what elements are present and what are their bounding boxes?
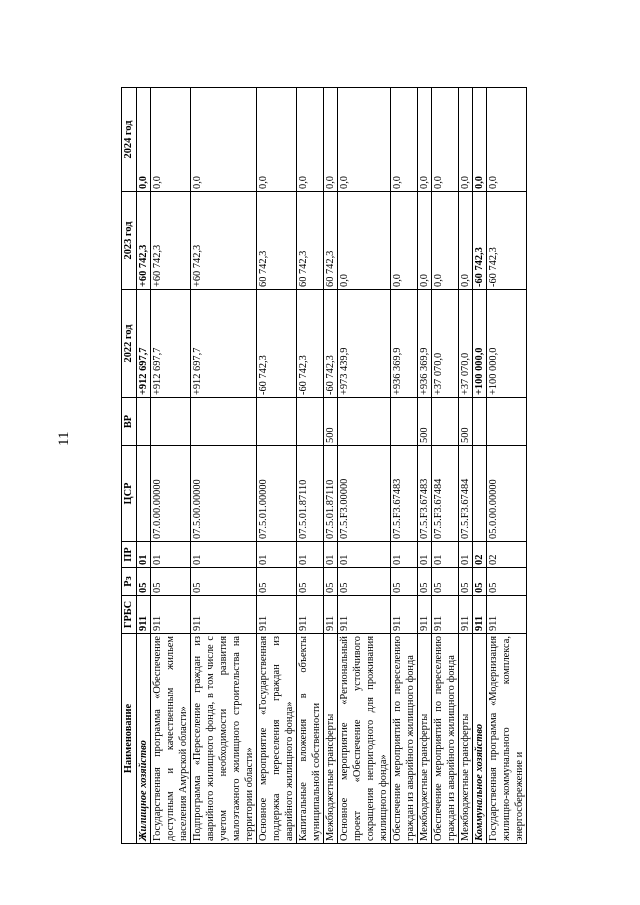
cell-pr: 01 — [137, 542, 151, 568]
cell-grbs: 911 — [459, 596, 473, 634]
cell-vr — [473, 398, 487, 446]
cell-vr — [191, 398, 257, 446]
cell-grbs: 911 — [432, 596, 459, 634]
cell-2022: +936 369,9 — [418, 290, 432, 398]
cell-rz: 05 — [473, 568, 487, 596]
cell-name: Межбюджетные трансферты — [418, 634, 432, 844]
cell-2024: 0,0 — [324, 88, 338, 192]
cell-2024: 0,0 — [391, 88, 418, 192]
cell-name: Коммунальное хозяйство — [473, 634, 487, 844]
header-vr: ВР — [122, 398, 137, 446]
cell-pr: 01 — [297, 542, 324, 568]
cell-rz: 05 — [418, 568, 432, 596]
cell-name: Обеспечение мероприятий по переселению граждан из аварийного жилищного фонда — [391, 634, 418, 844]
cell-pr: 02 — [487, 542, 527, 568]
cell-name: Капитальные вложения в объекты муниципальной собственности — [297, 634, 324, 844]
cell-2022: +912 697,7 — [191, 290, 257, 398]
cell-rz: 05 — [137, 568, 151, 596]
table-row — [137, 88, 151, 844]
cell-grbs: 911 — [391, 596, 418, 634]
cell-2022: +37 070,0 — [432, 290, 459, 398]
cell-2022: -60 742,3 — [257, 290, 297, 398]
table-row — [459, 88, 473, 844]
cell-2022: -60 742,3 — [297, 290, 324, 398]
cell-vr — [297, 398, 324, 446]
cell-csr: 07.5.01.00000 — [257, 446, 297, 542]
table-row — [297, 88, 324, 844]
cell-csr: 07.5.01.87110 — [297, 446, 324, 542]
cell-grbs: 911 — [191, 596, 257, 634]
cell-2023: 60 742,3 — [297, 192, 324, 290]
cell-2024: 0,0 — [432, 88, 459, 192]
table-row — [432, 88, 459, 844]
cell-rz: 05 — [391, 568, 418, 596]
cell-2024: 0,0 — [257, 88, 297, 192]
cell-2024: 0,0 — [297, 88, 324, 192]
cell-pr: 01 — [459, 542, 473, 568]
cell-2024: 0,0 — [418, 88, 432, 192]
cell-2022: +912 697,7 — [151, 290, 191, 398]
cell-name: Межбюджетные трансферты — [459, 634, 473, 844]
cell-2024: 0,0 — [473, 88, 487, 192]
table-row — [473, 88, 487, 844]
cell-csr: 07.5.00.00000 — [191, 446, 257, 542]
header-2022: 2022 год — [122, 290, 137, 398]
table-row — [324, 88, 338, 844]
cell-2024: 0,0 — [459, 88, 473, 192]
cell-grbs: 911 — [257, 596, 297, 634]
cell-2023: -60 742,3 — [487, 192, 527, 290]
cell-2023: 0,0 — [459, 192, 473, 290]
cell-csr: 07.5.F3.67484 — [459, 446, 473, 542]
cell-vr — [391, 398, 418, 446]
cell-pr: 01 — [151, 542, 191, 568]
header-name: Наименование — [122, 634, 137, 844]
cell-2023: +60 742,3 — [191, 192, 257, 290]
cell-2022: -60 742,3 — [324, 290, 338, 398]
cell-grbs: 911 — [338, 596, 391, 634]
header-pr: ПР — [122, 542, 137, 568]
table-row — [338, 88, 391, 844]
cell-2022: +37 070,0 — [459, 290, 473, 398]
cell-grbs: 911 — [297, 596, 324, 634]
budget-table-container — [121, 88, 541, 844]
cell-pr: 02 — [473, 542, 487, 568]
table-row — [191, 88, 257, 844]
cell-2024: 0,0 — [137, 88, 151, 192]
cell-name: Государственная программа «Обеспечение доступным и качественным жильем населения Амурской области» — [151, 634, 191, 844]
cell-grbs: 911 — [473, 596, 487, 634]
cell-vr — [432, 398, 459, 446]
cell-rz: 05 — [257, 568, 297, 596]
table-row — [391, 88, 418, 844]
header-csr: ЦСР — [122, 446, 137, 542]
cell-grbs: 911 — [137, 596, 151, 634]
cell-csr: 07.0.00.00000 — [151, 446, 191, 542]
cell-name: Жилищное хозяйство — [137, 634, 151, 844]
cell-vr: 500 — [324, 398, 338, 446]
header-2024: 2024 год — [122, 88, 137, 192]
cell-2023: 0,0 — [338, 192, 391, 290]
cell-pr: 01 — [324, 542, 338, 568]
cell-name: Основное мероприятие «Государственная поддержка переселения граждан из аварийного жилищного фонда» — [257, 634, 297, 844]
cell-name: Подпрограмма «Переселение граждан из аварийного жилищного фонда, в том числе с учетом необходимости развития малоэтажного жилищного строительства на территории области» — [191, 634, 257, 844]
cell-grbs: 911 — [324, 596, 338, 634]
table-row — [257, 88, 297, 844]
cell-2023: 60 742,3 — [257, 192, 297, 290]
cell-pr: 01 — [257, 542, 297, 568]
cell-vr — [338, 398, 391, 446]
cell-pr: 01 — [391, 542, 418, 568]
cell-2023: +60 742,3 — [137, 192, 151, 290]
cell-pr: 01 — [338, 542, 391, 568]
cell-rz: 05 — [432, 568, 459, 596]
cell-vr — [487, 398, 527, 446]
cell-2022: +936 369,9 — [391, 290, 418, 398]
cell-2022: +912 697,7 — [137, 290, 151, 398]
cell-2023: -60 742,3 — [473, 192, 487, 290]
cell-2023: 0,0 — [391, 192, 418, 290]
cell-2024: 0,0 — [338, 88, 391, 192]
cell-name: Государственная программа «Модернизация жилищно-коммунального комплекса, энергосбережение и — [487, 634, 527, 844]
page-number: 11 — [56, 431, 72, 446]
header-grbs: ГРБС — [122, 596, 137, 634]
cell-csr: 07.5.F3.67483 — [418, 446, 432, 542]
table-row — [418, 88, 432, 844]
cell-2023: 60 742,3 — [324, 192, 338, 290]
table-body — [137, 88, 527, 844]
table-row — [487, 88, 527, 844]
cell-rz: 05 — [151, 568, 191, 596]
cell-pr: 01 — [191, 542, 257, 568]
cell-2024: 0,0 — [191, 88, 257, 192]
cell-grbs: 911 — [418, 596, 432, 634]
cell-rz: 05 — [487, 568, 527, 596]
cell-rz: 05 — [297, 568, 324, 596]
cell-2024: 0,0 — [487, 88, 527, 192]
table-header-row — [122, 88, 137, 844]
cell-csr: 07.5.F3.67483 — [391, 446, 418, 542]
header-rz: Рз — [122, 568, 137, 596]
cell-csr — [137, 446, 151, 542]
cell-pr: 01 — [418, 542, 432, 568]
cell-rz: 05 — [338, 568, 391, 596]
cell-csr: 07.5.01.87110 — [324, 446, 338, 542]
cell-csr: 07.5.F3.67484 — [432, 446, 459, 542]
cell-vr: 500 — [418, 398, 432, 446]
cell-csr: 05.0.00.00000 — [487, 446, 527, 542]
cell-vr — [151, 398, 191, 446]
cell-2023: +60 742,3 — [151, 192, 191, 290]
cell-csr: 07.5.F3.00000 — [338, 446, 391, 542]
cell-2024: 0,0 — [151, 88, 191, 192]
cell-vr — [257, 398, 297, 446]
budget-table — [121, 87, 527, 844]
cell-name: Основное мероприятие «Региональный проект «Обеспечение устойчивого сокращения непригодного для проживания жилищного фонда» — [338, 634, 391, 844]
header-2023: 2023 год — [122, 192, 137, 290]
table-row — [151, 88, 191, 844]
cell-2022: +100 000,0 — [473, 290, 487, 398]
cell-rz: 05 — [459, 568, 473, 596]
cell-vr: 500 — [459, 398, 473, 446]
cell-pr: 01 — [432, 542, 459, 568]
cell-2023: 0,0 — [432, 192, 459, 290]
cell-rz: 05 — [324, 568, 338, 596]
cell-2022: +100 000,0 — [487, 290, 527, 398]
cell-csr — [473, 446, 487, 542]
cell-name: Межбюджетные трансферты — [324, 634, 338, 844]
cell-vr — [137, 398, 151, 446]
cell-2022: +973 439,9 — [338, 290, 391, 398]
cell-grbs: 911 — [151, 596, 191, 634]
cell-2023: 0,0 — [418, 192, 432, 290]
cell-rz: 05 — [191, 568, 257, 596]
cell-name: Обеспечение мероприятий по переселению граждан из аварийного жилищного фонда — [432, 634, 459, 844]
cell-grbs: 911 — [487, 596, 527, 634]
